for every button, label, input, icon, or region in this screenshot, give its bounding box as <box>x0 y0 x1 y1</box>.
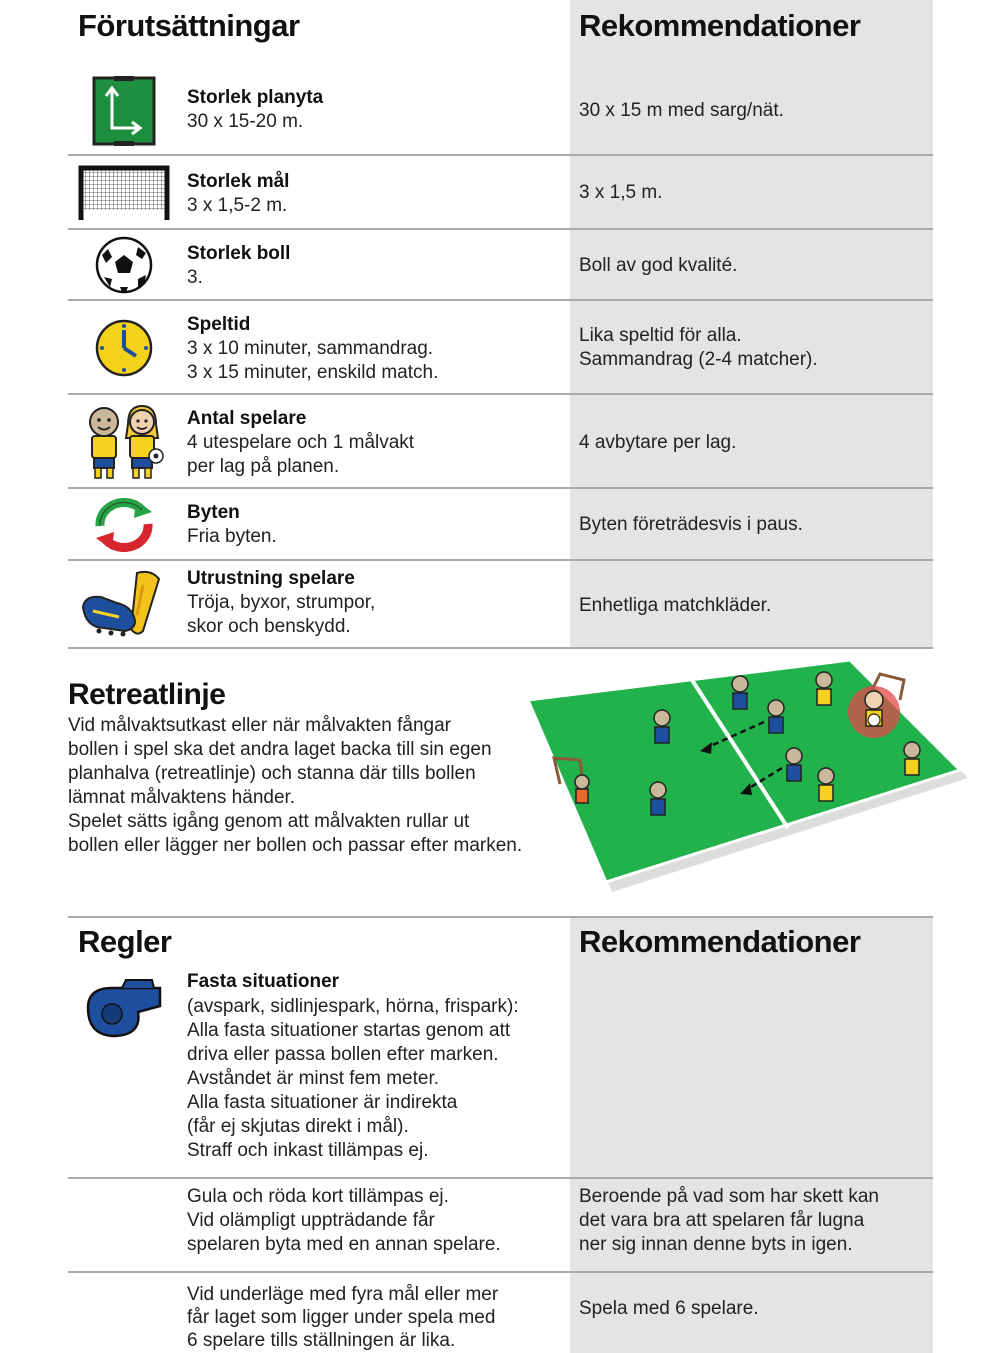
retreat-description: Vid målvaktsutkast eller när målvakten fångar bollen i spel ska det andra laget backa till sin egen planhalva (retreatlinje) och stanna där tills bollen lämnat målvaktens händer. Spelet sätts igång genom att målvakten rullar ut bollen eller lägger ner bollen och passar efter marken. <box>68 715 523 856</box>
play-time-title: Speltid <box>187 314 251 335</box>
goal-deficit-line-3: 6 spelare tills ställningen är lika. <box>187 1330 456 1351</box>
section1-right-header: Rekommendationer <box>579 8 861 43</box>
goal-deficit-line-2: får laget som ligger under spela med <box>187 1307 496 1328</box>
cards-line-1: Gula och röda kort tillämpas ej. <box>187 1186 449 1207</box>
cards-rec-line-2: det vara bra att spelaren får lugna <box>579 1210 865 1231</box>
substitutions-title: Byten <box>187 502 240 523</box>
goal-deficit-line-1: Vid underläge med fyra mål eller mer <box>187 1284 499 1305</box>
ball-icon <box>76 232 172 298</box>
equipment-icon <box>76 565 172 643</box>
equipment-title: Utrustning spelare <box>187 568 355 589</box>
equipment-line-2: skor och benskydd. <box>187 616 351 637</box>
set-pieces-line-7: Straff och inkast tillämpas ej. <box>187 1140 429 1161</box>
goal-deficit-rec: Spela med 6 spelare. <box>579 1298 759 1319</box>
ball-size-rec: Boll av god kvalité. <box>579 255 738 276</box>
play-time-line-2: 3 x 15 minuter, enskild match. <box>187 362 439 383</box>
number-of-players-title: Antal spelare <box>187 408 307 429</box>
field-size-rec: 30 x 15 m med sarg/nät. <box>579 100 784 121</box>
row-goal-size <box>68 156 933 230</box>
goal-size-value: 3 x 1,5-2 m. <box>187 195 288 216</box>
section1-left-header: Förutsättningar <box>78 8 300 43</box>
substitutions-value: Fria byten. <box>187 526 277 547</box>
equipment-line-1: Tröja, byxor, strumpor, <box>187 592 376 613</box>
number-of-players-line-2: per lag på planen. <box>187 456 340 477</box>
equipment-rec: Enhetliga matchkläder. <box>579 595 772 616</box>
set-pieces-title: Fasta situationer <box>187 971 340 992</box>
set-pieces-line-1: (avspark, sidlinjespark, hörna, frispark): <box>187 996 519 1017</box>
substitutions-rec: Byten företrädesvis i paus. <box>579 514 803 535</box>
goal-size-title: Storlek mål <box>187 171 290 192</box>
clock-icon <box>76 313 172 383</box>
cards-line-3: spelaren byta med en annan spelare. <box>187 1234 501 1255</box>
cards-rec-line-3: ner sig innan denne byts in igen. <box>579 1234 853 1255</box>
play-time-rec-line-1: Lika speltid för alla. <box>579 325 742 346</box>
players-icon <box>76 401 172 483</box>
row-play-time <box>68 301 933 395</box>
retreat-title: Retreatlinje <box>68 678 226 711</box>
field-icon <box>76 72 172 150</box>
ball-size-value: 3. <box>187 267 203 288</box>
goal-size-rec: 3 x 1,5 m. <box>579 182 663 203</box>
set-pieces-line-3: driva eller passa bollen efter marken. <box>187 1044 499 1065</box>
section2-left-header: Regler <box>78 924 172 959</box>
section2-top-divider <box>68 916 933 918</box>
row-number-of-players <box>68 395 933 489</box>
row-set-pieces <box>68 964 933 1179</box>
section2-right-header: Rekommendationer <box>579 924 861 959</box>
play-time-rec-line-2: Sammandrag (2-4 matcher). <box>579 349 818 370</box>
set-pieces-line-2: Alla fasta situationer startas genom att <box>187 1020 511 1041</box>
row-field-size <box>68 66 933 156</box>
number-of-players-line-1: 4 utespelare och 1 målvakt <box>187 432 415 453</box>
field-size-title: Storlek planyta <box>187 87 324 108</box>
row-cards <box>68 1179 933 1273</box>
row-ball-size <box>68 230 933 301</box>
ball-size-title: Storlek boll <box>187 243 291 264</box>
field-size-value: 30 x 15-20 m. <box>187 111 304 132</box>
play-time-line-1: 3 x 10 minuter, sammandrag. <box>187 338 434 359</box>
retreat-pitch-illustration <box>520 660 970 900</box>
row-substitutions <box>68 489 933 561</box>
set-pieces-line-5: Alla fasta situationer är indirekta <box>187 1092 458 1113</box>
set-pieces-line-4: Avståndet är minst fem meter. <box>187 1068 440 1089</box>
row-equipment <box>68 561 933 649</box>
cards-rec-line-1: Beroende på vad som har skett kan <box>579 1186 879 1207</box>
row-goal-deficit <box>68 1273 933 1353</box>
cards-line-2: Vid olämpligt uppträdande får <box>187 1210 435 1231</box>
set-pieces-line-6: (får ej skjutas direkt i mål). <box>187 1116 409 1137</box>
whistle-icon <box>76 972 172 1048</box>
goal-icon <box>76 160 172 226</box>
number-of-players-rec: 4 avbytare per lag. <box>579 432 737 453</box>
substitution-icon <box>76 493 172 557</box>
